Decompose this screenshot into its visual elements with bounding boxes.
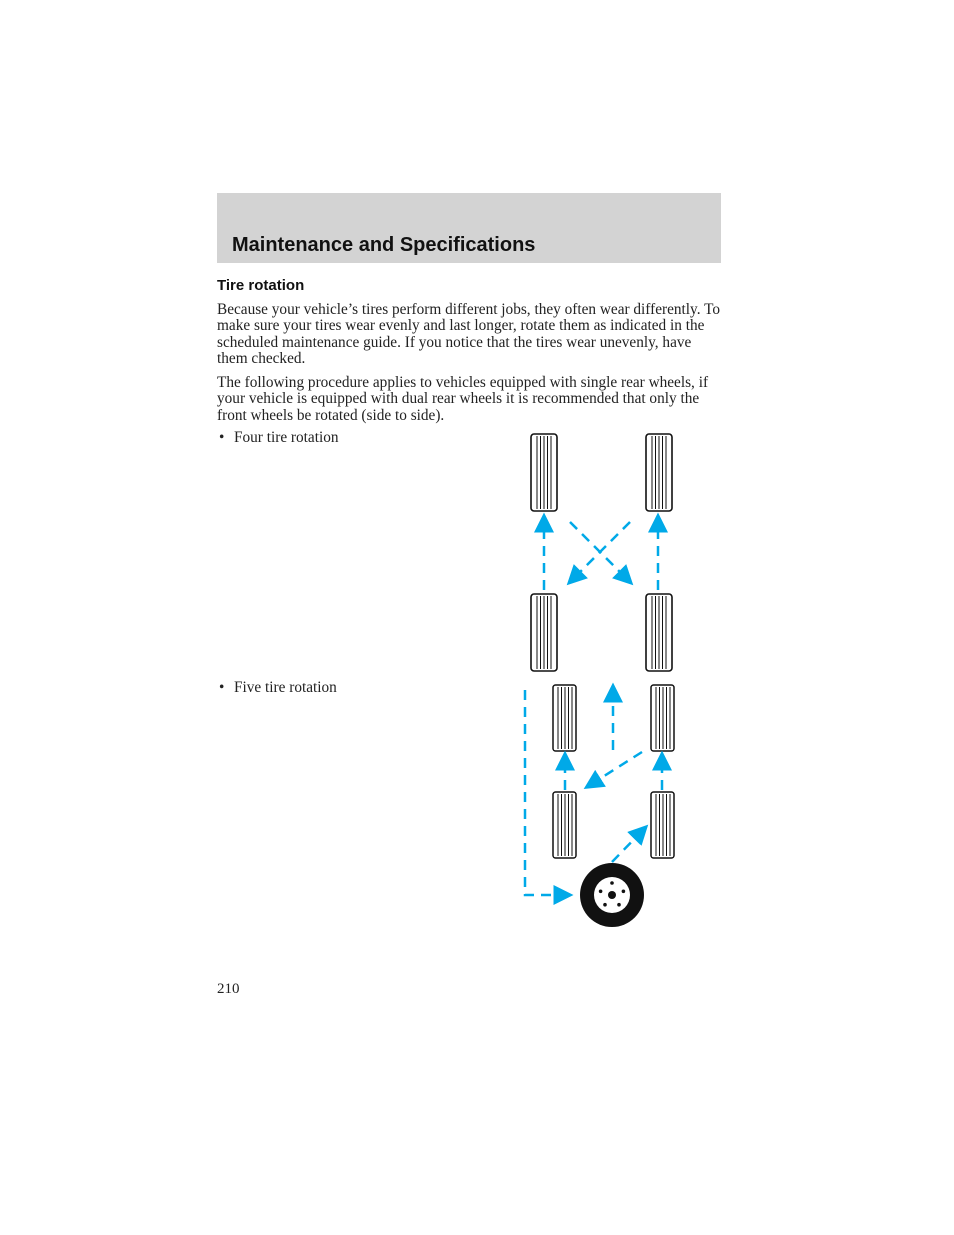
spare-tire (580, 863, 644, 927)
paragraph-procedure: The following procedure applies to vehicles equipped with single rear wheels, if your vehicle is equipped with dual rear wheels it is recommended that only the front wheels be rotated (side to side). (217, 374, 709, 424)
tire-rear-left (531, 594, 557, 671)
arrow-front-right-to-rear-left (572, 522, 630, 580)
page-number: 210 (217, 981, 240, 997)
bullet-label: Four tire rotation (234, 429, 339, 446)
tire-front-left (553, 685, 576, 751)
subheading-tire-rotation: Tire rotation (217, 277, 305, 294)
bullet-dot: • (219, 679, 225, 696)
arrow-front-left-to-rear-right (570, 522, 628, 580)
paragraph-intro: Because your vehicle’s tires perform different jobs, they often wear differently. To make sure your tires wear evenly and last longer, rotate them as indicated in the scheduled maintenance guide. If you notice that the tires wear unevenly, have them checked. (217, 301, 720, 367)
four-tire-rotation-diagram (531, 434, 672, 671)
bullet-label: Five tire rotation (234, 679, 337, 696)
arrow-spare-to-rear-right (612, 830, 643, 862)
tire-front-left (531, 434, 557, 511)
section-title: Maintenance and Specifications (232, 234, 536, 256)
tire-front-right (646, 434, 672, 511)
tire-rear-left (553, 792, 576, 858)
five-tire-rotation-diagram (525, 685, 674, 927)
arrow-front-right-to-rear-left (590, 752, 642, 785)
tire-rear-right (646, 594, 672, 671)
tire-front-right (651, 685, 674, 751)
tire-rear-right (651, 792, 674, 858)
bullet-dot: • (219, 429, 225, 446)
